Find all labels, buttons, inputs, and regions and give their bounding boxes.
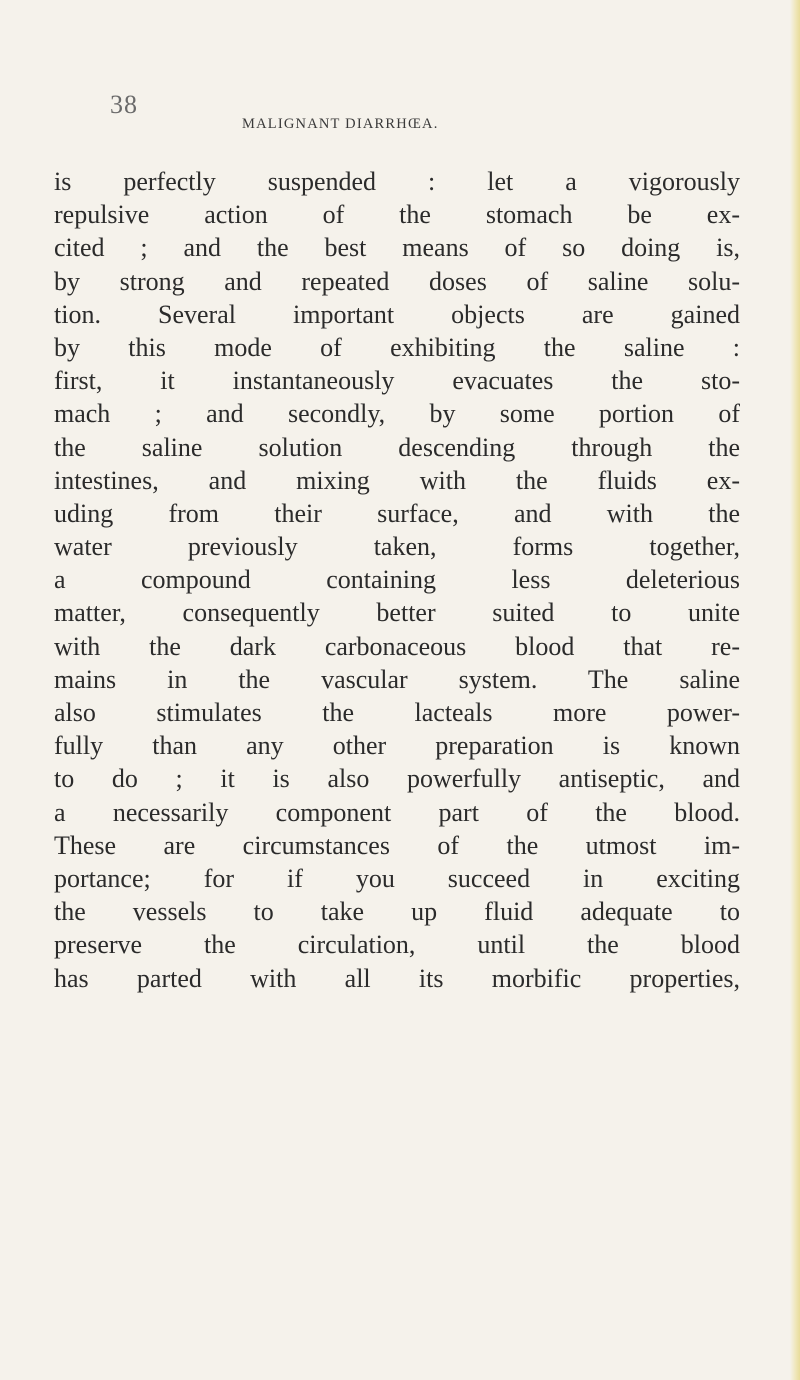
- text-line: preserve the circulation, until the blood: [54, 930, 740, 960]
- text-line: fully than any other preparation is known: [54, 731, 740, 761]
- page-number: 38: [110, 90, 138, 119]
- text-line: first, it instantaneously evacuates the sto-: [54, 366, 740, 396]
- text-line: cited ; and the best means of so doing is,: [54, 233, 740, 263]
- text-line: matter, consequently better suited to unite: [54, 598, 740, 628]
- body-text: [54, 165, 740, 995]
- text-line: portance; for if you succeed in exciting: [54, 863, 740, 893]
- text-line: by this mode of exhibiting the saline :: [54, 332, 740, 362]
- text-line: water previously taken, forms together,: [54, 532, 740, 562]
- text-line: mains in the vascular system. The saline: [54, 664, 740, 694]
- text-line: These are circumstances of the utmost im-: [54, 830, 740, 860]
- text-line: by strong and repeated doses of saline solu-: [54, 266, 740, 296]
- text-line: intestines, and mixing with the fluids ex-: [54, 465, 740, 495]
- text-line: has parted with all its morbific properties,: [54, 963, 740, 993]
- running-head: MALIGNANT DIARRHŒA.: [242, 116, 439, 132]
- text-line: the saline solution descending through the: [54, 432, 740, 462]
- text-line: a necessarily component part of the blood.: [54, 797, 740, 827]
- text-line: with the dark carbonaceous blood that re-: [54, 631, 740, 661]
- text-line: uding from their surface, and with the: [54, 498, 740, 528]
- text-line: to do ; it is also powerfully antiseptic, and: [54, 764, 740, 794]
- text-line: tion. Several important objects are gained: [54, 299, 740, 329]
- text-line: is perfectly suspended : let a vigorously: [54, 167, 740, 196]
- page-edge-discoloration: [790, 0, 800, 1380]
- text-line: repulsive action of the stomach be ex-: [54, 200, 740, 230]
- text-line: the vessels to take up fluid adequate to: [54, 897, 740, 927]
- text-line: a compound containing less deleterious: [54, 565, 740, 595]
- text-line: also stimulates the lacteals more power-: [54, 698, 740, 727]
- text-line: mach ; and secondly, by some portion of: [54, 399, 740, 429]
